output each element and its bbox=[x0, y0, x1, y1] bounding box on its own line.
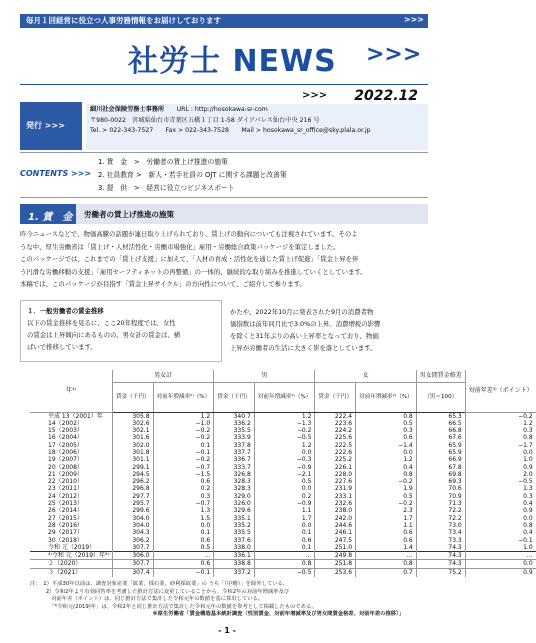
table-row bbox=[30, 560, 536, 568]
value-cell: 1.7 bbox=[356, 515, 417, 522]
value-cell: 1.0 bbox=[465, 544, 535, 552]
value-cell: 307.4 bbox=[112, 568, 153, 576]
page-number: - 1 - bbox=[218, 626, 236, 635]
wage-trend-title: １．一般労働者の賃金推移 bbox=[27, 307, 104, 315]
header-change: 対前年増減率²⁾（%） bbox=[153, 382, 214, 412]
value-cell: 0.0 bbox=[254, 485, 315, 492]
value-cell: 307.7 bbox=[112, 544, 153, 552]
publisher-info bbox=[86, 104, 428, 150]
value-cell: 1.3 bbox=[465, 485, 535, 492]
value-cell: 335.5 bbox=[214, 529, 255, 536]
value-cell: 0.6 bbox=[356, 536, 417, 543]
value-cell: 223.6 bbox=[315, 420, 356, 427]
masthead bbox=[20, 30, 428, 102]
tagline-text: 毎月１回経営に役立つ人事労務情報をお届けしております bbox=[26, 16, 221, 25]
year-cell: 27（2015） bbox=[48, 514, 83, 522]
table-row bbox=[30, 478, 536, 485]
value-cell: 225.6 bbox=[315, 434, 356, 441]
value-cell: 340.7 bbox=[214, 412, 255, 420]
value-cell: 1.2 bbox=[254, 412, 315, 420]
value-cell: 66.9 bbox=[416, 456, 465, 463]
table-notes bbox=[30, 581, 434, 619]
note-line: 「⁴⁾令和元(2019)年」は、令和2年と同じ推計方法で集計した令和元年の数値を参考として掲載したものである。 bbox=[30, 603, 317, 610]
value-cell: 227.6 bbox=[315, 478, 356, 485]
value-cell: −1.3 bbox=[254, 420, 315, 427]
header-gap: 男女間賃金格差 bbox=[416, 370, 465, 382]
value-cell: 0.2 bbox=[254, 493, 315, 500]
value-cell: … bbox=[254, 551, 315, 559]
table-row bbox=[30, 568, 536, 576]
value-cell: 0.0 bbox=[153, 522, 214, 529]
value-cell: 328.3 bbox=[214, 478, 255, 485]
value-cell: 0.9 bbox=[465, 463, 535, 470]
year-cell: 25（2013） bbox=[48, 500, 83, 508]
value-cell: 66.8 bbox=[416, 427, 465, 434]
cpi-line: を除くと31年ぶりの高い上昇率となっており、物価 bbox=[230, 332, 379, 340]
note-line: 注： 1）平成30年以前は、調査対象産業「鉱業，採石業，砂利採取業」の うち「（中略）」を除外している。 bbox=[30, 581, 289, 587]
value-cell: 222.6 bbox=[315, 449, 356, 456]
table-body bbox=[30, 412, 536, 551]
value-cell: 295.7 bbox=[112, 500, 153, 507]
table-row bbox=[30, 442, 536, 449]
value-cell: 0.6 bbox=[153, 536, 214, 543]
value-cell: 0.8 bbox=[356, 471, 417, 478]
value-cell: … bbox=[465, 551, 535, 559]
value-cell: 253.6 bbox=[315, 568, 356, 576]
newsletter-title: 社労士 NEWS bbox=[128, 44, 337, 79]
intro-line: 本稿では、このパッケージが目指す「賃金上昇サイクル」の方向性について、ご紹介して参ります。 bbox=[20, 280, 306, 288]
value-cell: 0.6 bbox=[254, 536, 315, 543]
tagline-stripe bbox=[20, 14, 428, 28]
value-cell: 247.5 bbox=[315, 536, 356, 543]
office-tel: Tel. > 022-343-7527 bbox=[90, 127, 154, 134]
value-cell: −0.7 bbox=[153, 500, 214, 507]
table-body-extended bbox=[30, 551, 536, 576]
year-cell: 17（2005） bbox=[48, 441, 83, 449]
value-cell: 301.6 bbox=[112, 434, 153, 441]
year-cell: 22（2010） bbox=[48, 478, 83, 486]
value-cell: 1.2 bbox=[254, 442, 315, 449]
contents-item: 1. 賃 金 > 労働者の賃上げ推進の施策 bbox=[98, 158, 228, 166]
value-cell: 1.4 bbox=[356, 544, 417, 552]
office-mail[interactable]: Mail > hosokawa_sr_office@sky.plala.or.jp bbox=[241, 127, 371, 134]
table-row bbox=[30, 420, 536, 427]
value-cell: 70.9 bbox=[416, 493, 465, 500]
table-row bbox=[30, 507, 536, 514]
value-cell: 224.2 bbox=[315, 427, 356, 434]
value-cell: 299.6 bbox=[112, 507, 153, 514]
value-cell: 0.0 bbox=[356, 449, 417, 456]
value-cell: 0.5 bbox=[356, 420, 417, 427]
value-cell: −0.2 bbox=[153, 434, 214, 441]
year-cell: 平成 13（2001）年 bbox=[48, 412, 103, 420]
table-row bbox=[30, 536, 536, 543]
value-cell: 1.2 bbox=[356, 456, 417, 463]
value-cell: 0.5 bbox=[356, 493, 417, 500]
value-cell: 70.6 bbox=[416, 485, 465, 492]
value-cell: 338.8 bbox=[214, 560, 255, 568]
value-cell: … bbox=[153, 551, 214, 559]
table-row bbox=[30, 493, 536, 500]
value-cell: −0.2 bbox=[356, 478, 417, 485]
office-address: 〒980-0022 宮城県仙台市青葉区五橋１丁目 1-58 ダイアパレス仙台中央 216 号 bbox=[90, 116, 320, 124]
value-cell: 0.1 bbox=[153, 442, 214, 449]
value-cell: 251.0 bbox=[315, 544, 356, 552]
table-row bbox=[30, 427, 536, 434]
table-row bbox=[30, 463, 536, 470]
value-cell: 0.0 bbox=[465, 515, 535, 522]
value-cell: −0.1 bbox=[465, 536, 535, 543]
header-female: 女 bbox=[315, 370, 416, 382]
value-cell: 75.2 bbox=[416, 568, 465, 576]
value-cell: 1.2 bbox=[153, 412, 214, 420]
wage-trend-line: 以下の賃金推移を見るに、ここ20年程度では、女性 bbox=[27, 319, 176, 327]
year-cell: 18（2006） bbox=[48, 448, 83, 456]
year-cell: 29（2017） bbox=[48, 529, 83, 537]
intro-line: うな中、厚生労働省は「賃上げ・人材活性化・労働市場強化」雇用・労働総合政策パッケージを策定しました。 bbox=[20, 242, 340, 251]
title-arrows: >>> bbox=[366, 42, 422, 67]
value-cell: 0.5 bbox=[153, 544, 214, 552]
value-cell: 299.1 bbox=[112, 463, 153, 470]
table-source: ※厚生労働省「賃金構造基本統計調査（性別賃金、対前年増減率及び男女間賃金格差、対前年差の推移）」 bbox=[152, 611, 404, 618]
year-cell: 20（2008） bbox=[48, 463, 83, 471]
value-cell: 326.0 bbox=[214, 500, 255, 507]
cpi-line: 価指数は前年同月比で3.0%の上昇。消費増税の影響 bbox=[230, 320, 381, 328]
year-cell: ２（2020） bbox=[30, 560, 112, 568]
value-cell: 0.3 bbox=[465, 493, 535, 500]
table-row bbox=[30, 471, 536, 478]
value-cell: −0.5 bbox=[465, 478, 535, 485]
cpi-line: かたや、2022年10月に発表された9月の消費者物 bbox=[230, 308, 374, 316]
value-cell: … bbox=[356, 551, 417, 559]
year-cell: 30（2018） bbox=[48, 536, 83, 544]
header-wage: 賃金（千円） bbox=[214, 382, 255, 412]
contents-label: CONTENTS >>> bbox=[20, 169, 92, 178]
value-cell: 73.4 bbox=[416, 529, 465, 536]
contents-block bbox=[20, 152, 428, 198]
cpi-text bbox=[230, 306, 430, 354]
value-cell: 0.8 bbox=[254, 560, 315, 568]
value-cell: −0.9 bbox=[254, 500, 315, 507]
value-cell: 1.2 bbox=[465, 420, 535, 427]
section-header bbox=[20, 204, 428, 224]
year-cell: 14（2002） bbox=[48, 419, 83, 427]
value-cell: 69.8 bbox=[416, 471, 465, 478]
value-cell: 329.6 bbox=[214, 507, 255, 514]
intro-text bbox=[20, 228, 432, 291]
section-number: 1. 賃 金 bbox=[20, 204, 76, 224]
value-cell: 65.9 bbox=[416, 442, 465, 449]
value-cell: 0.6 bbox=[356, 529, 417, 536]
value-cell: 67.8 bbox=[416, 463, 465, 470]
value-cell: −1.5 bbox=[153, 471, 214, 478]
value-cell: 306.0 bbox=[112, 551, 153, 559]
contents-item: 3. 提 供 > 経営に役立つビジネスポート bbox=[98, 184, 235, 192]
year-cell: ３（2021） bbox=[30, 568, 112, 576]
header-change: 対前年増減率²⁾（%） bbox=[356, 382, 417, 412]
publisher-block bbox=[20, 102, 428, 150]
header-change: 対前年増減率²⁾（%） bbox=[254, 382, 315, 412]
value-cell: 238.0 bbox=[315, 507, 356, 514]
value-cell: −0.9 bbox=[254, 463, 315, 470]
value-cell: −0.2 bbox=[465, 412, 535, 420]
value-cell: 337.7 bbox=[214, 449, 255, 456]
contents-item: 2. 社員教育 > 新人・若手社員の OJT に関する課題と改善策 bbox=[98, 171, 287, 179]
value-cell: −0.1 bbox=[153, 449, 214, 456]
value-cell: 0.8 bbox=[465, 434, 535, 441]
value-cell: 304.0 bbox=[112, 522, 153, 529]
value-cell: 0.7 bbox=[356, 568, 417, 576]
value-cell: 249.8 bbox=[315, 551, 356, 559]
year-cell: 令和 元（2019） bbox=[48, 543, 96, 551]
value-cell: 73.3 bbox=[416, 536, 465, 543]
table-row bbox=[30, 529, 536, 536]
value-cell: 244.6 bbox=[315, 522, 356, 529]
table-row bbox=[30, 456, 536, 463]
value-cell: 72.2 bbox=[416, 507, 465, 514]
value-cell: 328.3 bbox=[214, 485, 255, 492]
wage-trend-line: の賃金は上昇傾向にあるものの、男女計の賃金は、横 bbox=[27, 331, 181, 339]
value-cell: 251.8 bbox=[315, 560, 356, 568]
value-cell: 232.6 bbox=[315, 500, 356, 507]
year-cell: 15（2003） bbox=[48, 427, 83, 435]
value-cell: 0.9 bbox=[465, 507, 535, 514]
value-cell: 72.2 bbox=[416, 515, 465, 522]
value-cell: 0.6 bbox=[153, 560, 214, 568]
value-cell: 326.8 bbox=[214, 471, 255, 478]
value-cell: 65.9 bbox=[416, 449, 465, 456]
value-cell: 0.0 bbox=[254, 522, 315, 529]
value-cell: 301.1 bbox=[112, 456, 153, 463]
value-cell: 1.3 bbox=[153, 507, 214, 514]
value-cell: 0.4 bbox=[465, 500, 535, 507]
value-cell: −1.7 bbox=[465, 442, 535, 449]
value-cell: 66.5 bbox=[416, 420, 465, 427]
value-cell: 297.7 bbox=[112, 493, 153, 500]
section-title: 労働者の賃上げ推進の施策 bbox=[84, 210, 174, 219]
year-cell: ⁴⁾令和 元（2019）年⁴⁾ bbox=[30, 551, 112, 559]
value-cell: 336.1 bbox=[214, 551, 255, 559]
value-cell: 73.0 bbox=[416, 522, 465, 529]
value-cell: 329.0 bbox=[214, 493, 255, 500]
year-cell: 19（2007） bbox=[48, 456, 83, 464]
value-cell: 337.6 bbox=[214, 536, 255, 543]
value-cell: 228.0 bbox=[315, 471, 356, 478]
value-cell: −0.2 bbox=[153, 456, 214, 463]
value-cell: 222.5 bbox=[315, 442, 356, 449]
header-male: 男 bbox=[214, 370, 315, 382]
value-cell: −0.7 bbox=[153, 463, 214, 470]
value-cell: 294.5 bbox=[112, 471, 153, 478]
value-cell: 225.2 bbox=[315, 456, 356, 463]
value-cell: −0.5 bbox=[254, 434, 315, 441]
value-cell: 2.0 bbox=[465, 471, 535, 478]
value-cell: 0.2 bbox=[153, 485, 214, 492]
publisher-label: 発行 >>> bbox=[20, 102, 82, 150]
value-cell: 337.2 bbox=[214, 568, 255, 576]
year-cell: 24（2012） bbox=[48, 492, 83, 500]
tagline-arrows: >>> bbox=[403, 15, 424, 24]
header-wage: 賃金（千円） bbox=[315, 382, 356, 412]
value-cell: 337.8 bbox=[214, 442, 255, 449]
issue-arrows: >>> bbox=[302, 90, 328, 101]
value-cell: 304.3 bbox=[112, 529, 153, 536]
value-cell: −1.0 bbox=[153, 420, 214, 427]
value-cell: 335.1 bbox=[214, 515, 255, 522]
value-cell: 0.4 bbox=[465, 529, 535, 536]
intro-line: 昨今ニュースなどで、物価高騰の話題が連日取り上げられており、賃上げの動向についても注視されています。そのよ bbox=[20, 230, 358, 238]
value-cell: 1.9 bbox=[356, 485, 417, 492]
value-cell: 1.0 bbox=[465, 456, 535, 463]
cpi-line: 上昇が労働者の生活に大きく影を落としています。 bbox=[230, 344, 377, 352]
wage-table bbox=[30, 370, 536, 577]
value-cell: 301.8 bbox=[112, 449, 153, 456]
value-cell: 74.3 bbox=[416, 544, 465, 552]
header-year: 年¹⁾ bbox=[30, 370, 112, 412]
value-cell: 0.5 bbox=[254, 478, 315, 485]
value-cell: 304.0 bbox=[112, 515, 153, 522]
note-line: 2）令和2年より有効回答率を考慮した推計方法に変更していることから、令和2年の対前年増減率及び bbox=[30, 588, 290, 595]
value-cell: 233.1 bbox=[315, 493, 356, 500]
table-row bbox=[30, 449, 536, 456]
value-cell: 0.9 bbox=[465, 568, 535, 576]
value-cell: −0.2 bbox=[153, 427, 214, 434]
year-cell: 26（2014） bbox=[48, 507, 83, 515]
value-cell: −0.1 bbox=[153, 568, 214, 576]
value-cell: 74.3 bbox=[416, 551, 465, 559]
table-row bbox=[30, 500, 536, 507]
intro-line: このパッケージでは、これまでの「賃上げ支援」に加えて、「人材の育成・活性化を通じた賃上げ促進」「賃金上昇を伴 bbox=[20, 255, 359, 263]
value-cell: 296.8 bbox=[112, 485, 153, 492]
value-cell: 336.7 bbox=[214, 456, 255, 463]
value-cell: 0.0 bbox=[254, 449, 315, 456]
value-cell: 0.3 bbox=[356, 427, 417, 434]
table-row bbox=[30, 551, 536, 559]
value-cell: 0.8 bbox=[356, 560, 417, 568]
value-cell: 67.6 bbox=[416, 434, 465, 441]
value-cell: 302.6 bbox=[112, 420, 153, 427]
value-cell: 0.1 bbox=[153, 529, 214, 536]
table-row bbox=[30, 434, 536, 441]
value-cell: 0.0 bbox=[465, 560, 535, 568]
value-cell: 302.0 bbox=[112, 442, 153, 449]
table-row bbox=[30, 515, 536, 522]
value-cell: 336.2 bbox=[214, 420, 255, 427]
value-cell: 0.1 bbox=[254, 544, 315, 552]
header-total: 男女計 bbox=[112, 370, 213, 382]
value-cell: 307.7 bbox=[112, 560, 153, 568]
table-row bbox=[30, 412, 536, 420]
value-cell: 242.0 bbox=[315, 515, 356, 522]
value-cell: −0.2 bbox=[356, 500, 417, 507]
contents-list bbox=[98, 156, 287, 195]
year-cell: 28（2016） bbox=[48, 521, 83, 529]
office-url[interactable]: URL : http://hosokawa-sr-com bbox=[176, 106, 268, 113]
value-cell: 226.1 bbox=[315, 463, 356, 470]
value-cell: 65.3 bbox=[416, 412, 465, 420]
value-cell: 302.1 bbox=[112, 427, 153, 434]
value-cell: 74.3 bbox=[416, 560, 465, 568]
value-cell: 306.2 bbox=[112, 536, 153, 543]
value-cell: 0.3 bbox=[153, 493, 214, 500]
header-wage: 賃金（千円） bbox=[112, 382, 153, 412]
value-cell: 296.2 bbox=[112, 478, 153, 485]
value-cell: 338.0 bbox=[214, 544, 255, 552]
value-cell: 305.8 bbox=[112, 412, 153, 420]
value-cell: 2.3 bbox=[356, 507, 417, 514]
value-cell: −1.4 bbox=[356, 442, 417, 449]
value-cell: 246.1 bbox=[315, 529, 356, 536]
value-cell: 335.2 bbox=[214, 522, 255, 529]
year-cell: 16（2004） bbox=[48, 434, 83, 442]
value-cell: 0.0 bbox=[465, 449, 535, 456]
value-cell: 231.9 bbox=[315, 485, 356, 492]
table-row bbox=[30, 485, 536, 492]
value-cell: 1.1 bbox=[356, 522, 417, 529]
value-cell: 0.6 bbox=[356, 434, 417, 441]
value-cell: 333.7 bbox=[214, 463, 255, 470]
value-cell: 335.5 bbox=[214, 427, 255, 434]
year-cell: 23（2011） bbox=[48, 485, 83, 493]
value-cell: 71.3 bbox=[416, 500, 465, 507]
office-fax: Fax > 022-343-7528 bbox=[165, 127, 229, 134]
value-cell: 1.7 bbox=[254, 515, 315, 522]
note-line: 対前年差（ポイント）は、同じ推計方法で集計した令和元年の数値を基に算出している。 bbox=[30, 596, 264, 603]
value-cell: −2.1 bbox=[254, 471, 315, 478]
value-cell: 1.1 bbox=[254, 507, 315, 514]
wage-trend-line: ばいで推移しています。 bbox=[27, 343, 97, 351]
value-cell: −0.5 bbox=[254, 568, 315, 576]
value-cell: −0.3 bbox=[254, 456, 315, 463]
value-cell: 1.5 bbox=[153, 515, 214, 522]
office-name: 細川社会保険労務士事務所 bbox=[90, 106, 165, 113]
value-cell: 0.8 bbox=[356, 412, 417, 420]
intro-line: う円滑な労働移動の支援」「雇用セーフティネットの再整備」の一体的、継続的な取り組みを推進していくとしています。 bbox=[20, 267, 367, 276]
value-cell: 0.3 bbox=[465, 427, 535, 434]
value-cell: 222.4 bbox=[315, 412, 356, 420]
tagline-bar bbox=[0, 0, 454, 30]
issue-date: 2022.12 bbox=[354, 88, 418, 104]
value-cell: 0.8 bbox=[465, 522, 535, 529]
masthead-rule bbox=[20, 84, 428, 85]
value-cell: 0.6 bbox=[153, 478, 214, 485]
wage-trend-box bbox=[20, 300, 222, 362]
table-row bbox=[30, 544, 536, 552]
year-cell: 21（2009） bbox=[48, 470, 83, 478]
header-gap-change: 対前年差³⁾（ポイント） bbox=[465, 370, 535, 412]
value-cell: 333.9 bbox=[214, 434, 255, 441]
value-cell: 69.3 bbox=[416, 478, 465, 485]
header-gap-unit: （男＝100） bbox=[416, 382, 465, 412]
value-cell: −0.2 bbox=[254, 427, 315, 434]
value-cell: 0.4 bbox=[356, 463, 417, 470]
table-row bbox=[30, 522, 536, 529]
value-cell: 0.1 bbox=[254, 529, 315, 536]
